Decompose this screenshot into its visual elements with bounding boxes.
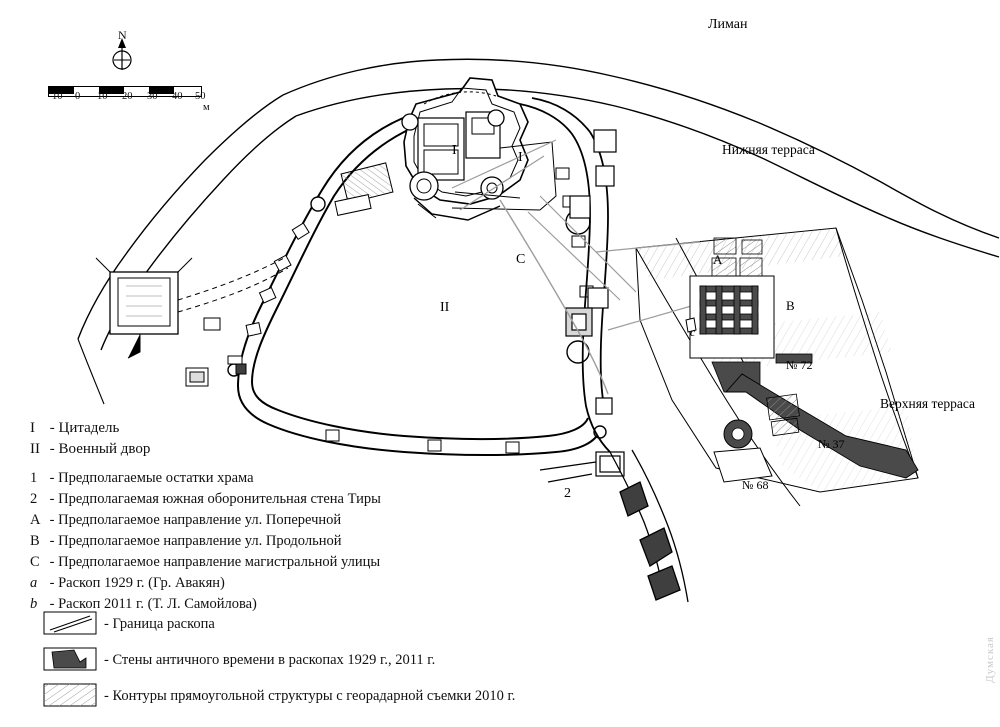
legend-text-2: Военный двор — [58, 441, 151, 457]
legend-sep-9: - — [49, 596, 55, 612]
label-marker-2: 2 — [564, 486, 571, 501]
label-street-b: B — [786, 298, 795, 313]
label-street-c: C — [516, 252, 526, 267]
legend-key-6: B — [30, 533, 40, 549]
scale-tick-4: 30 — [147, 91, 158, 102]
label-upper-terrace: Верхняя терраса — [880, 396, 976, 411]
legend — [30, 418, 590, 615]
legend-key-3: 1 — [30, 470, 38, 486]
label-military-yard: II — [440, 300, 450, 315]
label-lower-terrace: Нижняя терраса — [722, 142, 815, 157]
legend-row-citadel — [30, 418, 590, 439]
legend-row-street-c — [30, 552, 590, 573]
legend-text-4: Предполагаемая южная оборонительная стена Тиры — [58, 491, 381, 507]
legend-sep-1: - — [49, 420, 55, 436]
label-liman: Лиман — [708, 17, 748, 32]
scale-tick-2: 10 — [97, 91, 108, 102]
wall-towers — [204, 168, 593, 453]
legend-text-3: Предполагаемые остатки храма — [58, 470, 254, 486]
scale-tick-0: 10 — [52, 91, 63, 102]
label-citadel-inner: I — [452, 143, 457, 158]
legend-sep-4: - — [49, 491, 55, 507]
legend-key-9: b — [30, 596, 38, 612]
label-plot-72: № 72 — [786, 358, 813, 372]
watermark: Думская — [984, 636, 996, 683]
legend-row-street-b — [30, 531, 590, 552]
label-citadel-outer: I — [518, 150, 523, 165]
scale-tick-3: 20 — [122, 91, 133, 102]
legend-text-7: Предполагаемое направление магистральной улицы — [58, 554, 381, 570]
legend-row-south-wall — [30, 489, 590, 510]
legend-sep-2: - — [49, 441, 55, 457]
legend-symbol-antique-walls — [44, 648, 96, 670]
label-plot-37: № 37 — [818, 437, 845, 451]
legend-key-7: C — [30, 554, 40, 570]
legend-row-military-yard — [30, 439, 590, 460]
legend-sep-5: - — [49, 512, 55, 528]
scale-tick-5: 40 — [172, 91, 183, 102]
label-street-a: A — [713, 252, 723, 267]
georadar-rect-yard — [335, 163, 393, 216]
legend-sep-3: - — [49, 470, 55, 486]
legend-sep-8: - — [49, 575, 55, 591]
scale-unit: м — [203, 102, 210, 113]
legend-row-street-a — [30, 510, 590, 531]
legend-text-1: Цитадель — [58, 420, 120, 436]
legend-text-6: Предполагаемое направление ул. Продольной — [58, 533, 342, 549]
coastline-liman — [283, 59, 999, 257]
legend-key-2: II — [30, 441, 40, 457]
legend-key-text-antique-walls: - Стены античного времени в раскопах 1929 г., 2011 г. — [104, 652, 436, 668]
legend-key-4: 2 — [30, 491, 38, 507]
north-label: N — [118, 28, 127, 42]
river-channel — [610, 450, 688, 602]
legend-key-8: a — [30, 575, 38, 591]
legend-text-5: Предполагаемое направление ул. Поперечной — [58, 512, 342, 528]
scale-tick-1: 0 — [75, 91, 81, 102]
terrain-southwest — [78, 339, 104, 404]
legend-sep-6: - — [49, 533, 55, 549]
scale-tick-6: 50 — [195, 91, 206, 102]
legend-row-excavation-1929 — [30, 573, 590, 594]
label-plot-68: № 68 — [742, 478, 769, 492]
legend-row-temple — [30, 468, 590, 489]
citadel-structure — [402, 78, 528, 220]
legend-key-1: I — [30, 420, 35, 436]
legend-text-9: Раскоп 2011 г. (Т. Л. Самойлова) — [58, 596, 257, 612]
legend-text-8: Раскоп 1929 г. (Гр. Авакян) — [58, 575, 225, 591]
yard-structures — [186, 356, 246, 386]
legend-symbol-georadar — [44, 684, 96, 706]
legend-row-excavation-2011 — [30, 594, 590, 615]
legend-key-5: A — [30, 512, 41, 528]
legend-symbol-excavation-border — [44, 612, 96, 634]
legend-sep-7: - — [49, 554, 55, 570]
legend-key-text-georadar: - Контуры прямоугольной структуры с георадарной съемки 2010 г. — [104, 688, 516, 704]
legend-key-text-excavation-border: - Граница раскопа — [104, 616, 215, 632]
label-excavation-c: c — [690, 325, 696, 339]
